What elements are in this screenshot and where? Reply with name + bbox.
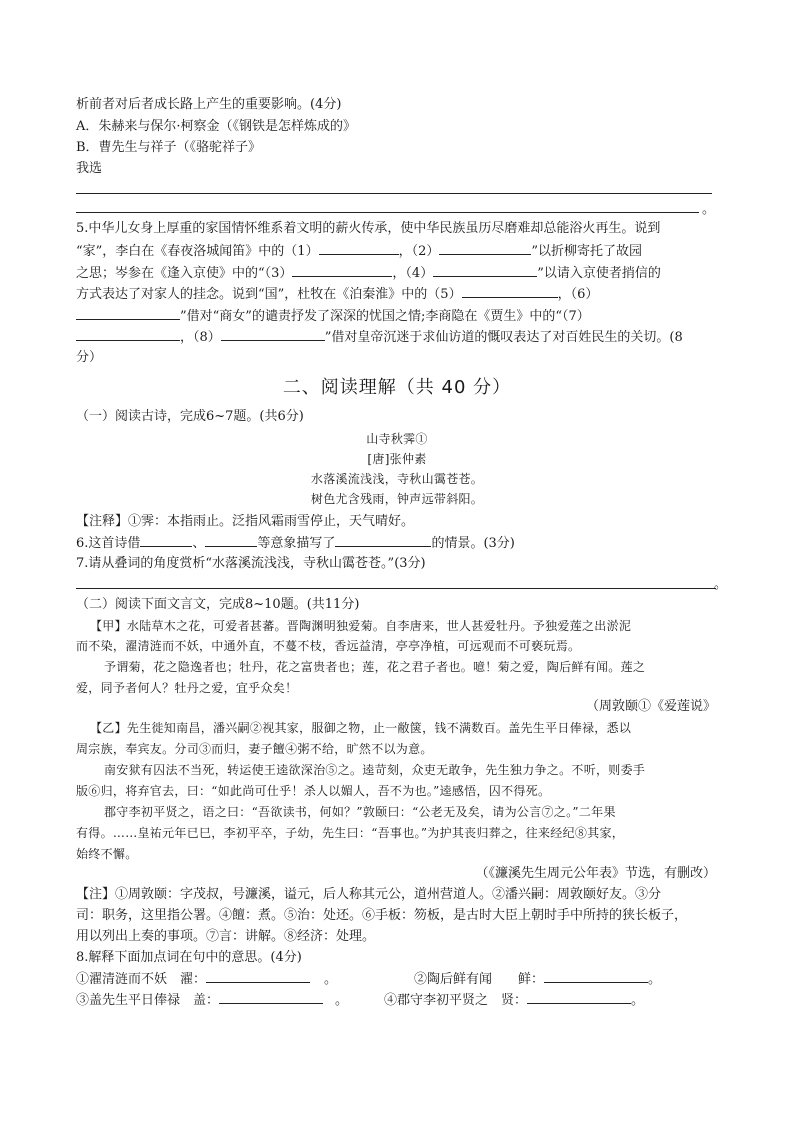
section-title: 二、阅读理解（共 40 分） <box>282 377 512 398</box>
poem-title: 山寺秋霁① <box>366 432 428 446</box>
passage-b-line-1: 【乙】先生徙知南昌，潘兴嗣②视其家，服御之物，止一敝箧，钱不满数百。盖先生平日俸禄，悉以 <box>90 721 632 735</box>
answer-line[interactable] <box>76 588 716 589</box>
fill-blank-6[interactable] <box>76 307 180 320</box>
q5-line-3: 之思；岑参在《逢入京使》中的“（3） ，（4） ”以请入京使者捎信的 <box>76 266 661 281</box>
passage-b-source: （《濂溪先生周元公年表》节选，有删改） <box>475 866 716 881</box>
poem-intro: （一）阅读古诗，完成6~7题。(共6分) <box>76 409 304 424</box>
fill-blank-q8-3[interactable] <box>219 991 323 1004</box>
q8-item-4: ④郡守李初平贤之 贤： 。 <box>384 993 645 1008</box>
q5-line-4: 方式表达了对家人的挂念。说到“国”，杜牧在《泊秦淮》中的（5） ，（6） <box>76 287 599 302</box>
passage-b-line-7: 始终不懈。 <box>76 847 138 861</box>
q4-choose-label: 我选 <box>76 161 103 176</box>
fill-blank-q6-2[interactable] <box>205 534 257 547</box>
fill-blank-2[interactable] <box>439 242 531 255</box>
q8-item-2: ②陶后鲜有闻 鲜： 。 <box>414 972 662 987</box>
answer-line[interactable] <box>76 193 712 194</box>
fill-blank-4[interactable] <box>433 264 537 277</box>
q5-line-6: ，（8） ”借对皇帝沉迷于求仙访道的慨叹表达了对百姓民生的关切。(8 <box>76 328 683 347</box>
q5-line-1: 5.中华儿女身上厚重的家国情怀维系着文明的薪火传承，使中华民族虽历尽磨难却总能浴火再生。说到 <box>76 221 661 236</box>
q8: 8.解释下面加点词在句中的意思。(4分) <box>76 950 302 965</box>
fill-blank-5[interactable] <box>462 285 558 298</box>
passage-b-line-4: 版⑥归，将弃官去，曰：“如此尚可仕乎！杀人以媚人，吾不为也。”逵感悟，囚不得死。 <box>76 784 551 798</box>
annotation-line-1: 【注】①周敦颐：字茂叔，号濂溪，谥元，后人称其元公，道州营道人。②潘兴嗣：周敦颐好友。③分 <box>76 887 662 902</box>
passage-a-line-3: 予谓菊，花之隐逸者也；牡丹，花之富贵者也；莲，花之君子者也。噫！菊之爱，陶后鲜有闻。莲之 <box>104 660 646 674</box>
q4-option-b: B．曹先生与祥子（《骆驼祥子》 <box>76 140 262 155</box>
passage-a-source: （周敦颐①《爱莲说》 <box>585 699 716 714</box>
q5-line-5: ”借对“商女”的谴责抒发了深深的忧国之情;李商隐在《贾生》中的“（7） <box>76 307 590 326</box>
passage-b-line-5: 郡守李初平贤之，语之曰：“吾欲读书，何如？”敦颐曰：“公老无及矣，请为公言⑦之。”二年果 <box>104 805 616 819</box>
answer-line[interactable] <box>76 212 699 213</box>
fill-blank-1[interactable] <box>319 242 399 255</box>
passage-a-line-4: 爱，同予者何人？牡丹之爱，宜乎众矣！ <box>76 681 298 695</box>
q8-item-1: ①濯清涟而不妖 濯： 。 <box>76 972 338 987</box>
fill-blank-q8-1[interactable] <box>206 970 310 983</box>
poem-author: [唐]张仲素 <box>367 452 427 466</box>
annotation-line-3: 用以列出上奏的事项。⑦言：讲解。⑧经济：处理。 <box>76 929 376 944</box>
q8-item-3: ③盖先生平日俸禄 盖： 。 <box>76 993 349 1008</box>
fill-blank-q8-4[interactable] <box>527 991 631 1004</box>
q5-line-2: “家”，李白在《春夜洛城闻笛》中的（1） ，（2） ”以折柳寄托了故园 <box>76 244 643 259</box>
passage-b-line-3: 南安狱有囚法不当死，转运使王逵欲深治⑤之。逵苛刻，众吏无敢争，先生独力争之。不听，则委手 <box>104 763 646 777</box>
fill-blank-q8-2[interactable] <box>544 970 648 983</box>
annotation-line-2: 司：职务，这里指公署。④饘：煮。⑤治：处还。⑥手板：笏板，是古时大臣上朝时手中所持的狭长板子， <box>76 908 688 923</box>
poem-line-2: 树色尤含残雨，钟声远带斜阳。 <box>310 492 484 506</box>
passage-a-line-1: 【甲】水陆草木之花，可爱者甚蕃。晋陶渊明独爱菊。自李唐来，世人甚爱牡丹。予独爱莲之出淤泥 <box>90 619 632 633</box>
passage-b-line-6: 有得。……皇祐元年已巳，李初平卒，子幼，先生曰：“吾事也。”为护其丧归葬之，往来经纪⑧其家， <box>76 826 625 840</box>
fill-blank-7[interactable] <box>76 328 180 341</box>
fill-blank-q6-1[interactable] <box>140 534 192 547</box>
q4-option-a: A．朱赫来与保尔·柯察金（《钢铁是怎样炼成的》 <box>76 119 357 134</box>
passage-a-line-2: 而不染，濯清涟而不妖，中通外直，不蔓不枝，香远益清，亭亭净植，可远观而不可亵玩焉。 <box>76 639 581 653</box>
q7-period: 。 <box>714 577 728 592</box>
poem-note: 【注释】①霁：本指雨止。泛指风霜雨雪停止，天气晴好。 <box>76 514 415 529</box>
classical-intro: （二）阅读下面文言文，完成8~10题。(共11分) <box>76 597 360 612</box>
fill-blank-q6-3[interactable] <box>335 534 431 547</box>
q6: 6.这首诗借 、 等意象描写了 的情景。(3分) <box>76 536 515 551</box>
q7: 7.请从叠词的角度赏析“水落溪流浅浅，寺秋山霭苍苍。”(3分) <box>76 556 426 571</box>
q4-continuation: 析前者对后者成长路上产生的重要影响。(4分) <box>76 97 342 112</box>
fill-blank-8[interactable] <box>221 328 325 341</box>
poem-line-1: 水落溪流浅浅，寺秋山霭苍苍。 <box>310 472 484 486</box>
q4-period: 。 <box>702 202 716 217</box>
fill-blank-3[interactable] <box>292 264 392 277</box>
passage-b-line-2: 周宗族，奉宾友。分司③而归，妻子饘④粥不给，旷然不以为意。 <box>76 742 433 756</box>
q5-line-7: 分） <box>76 350 103 365</box>
